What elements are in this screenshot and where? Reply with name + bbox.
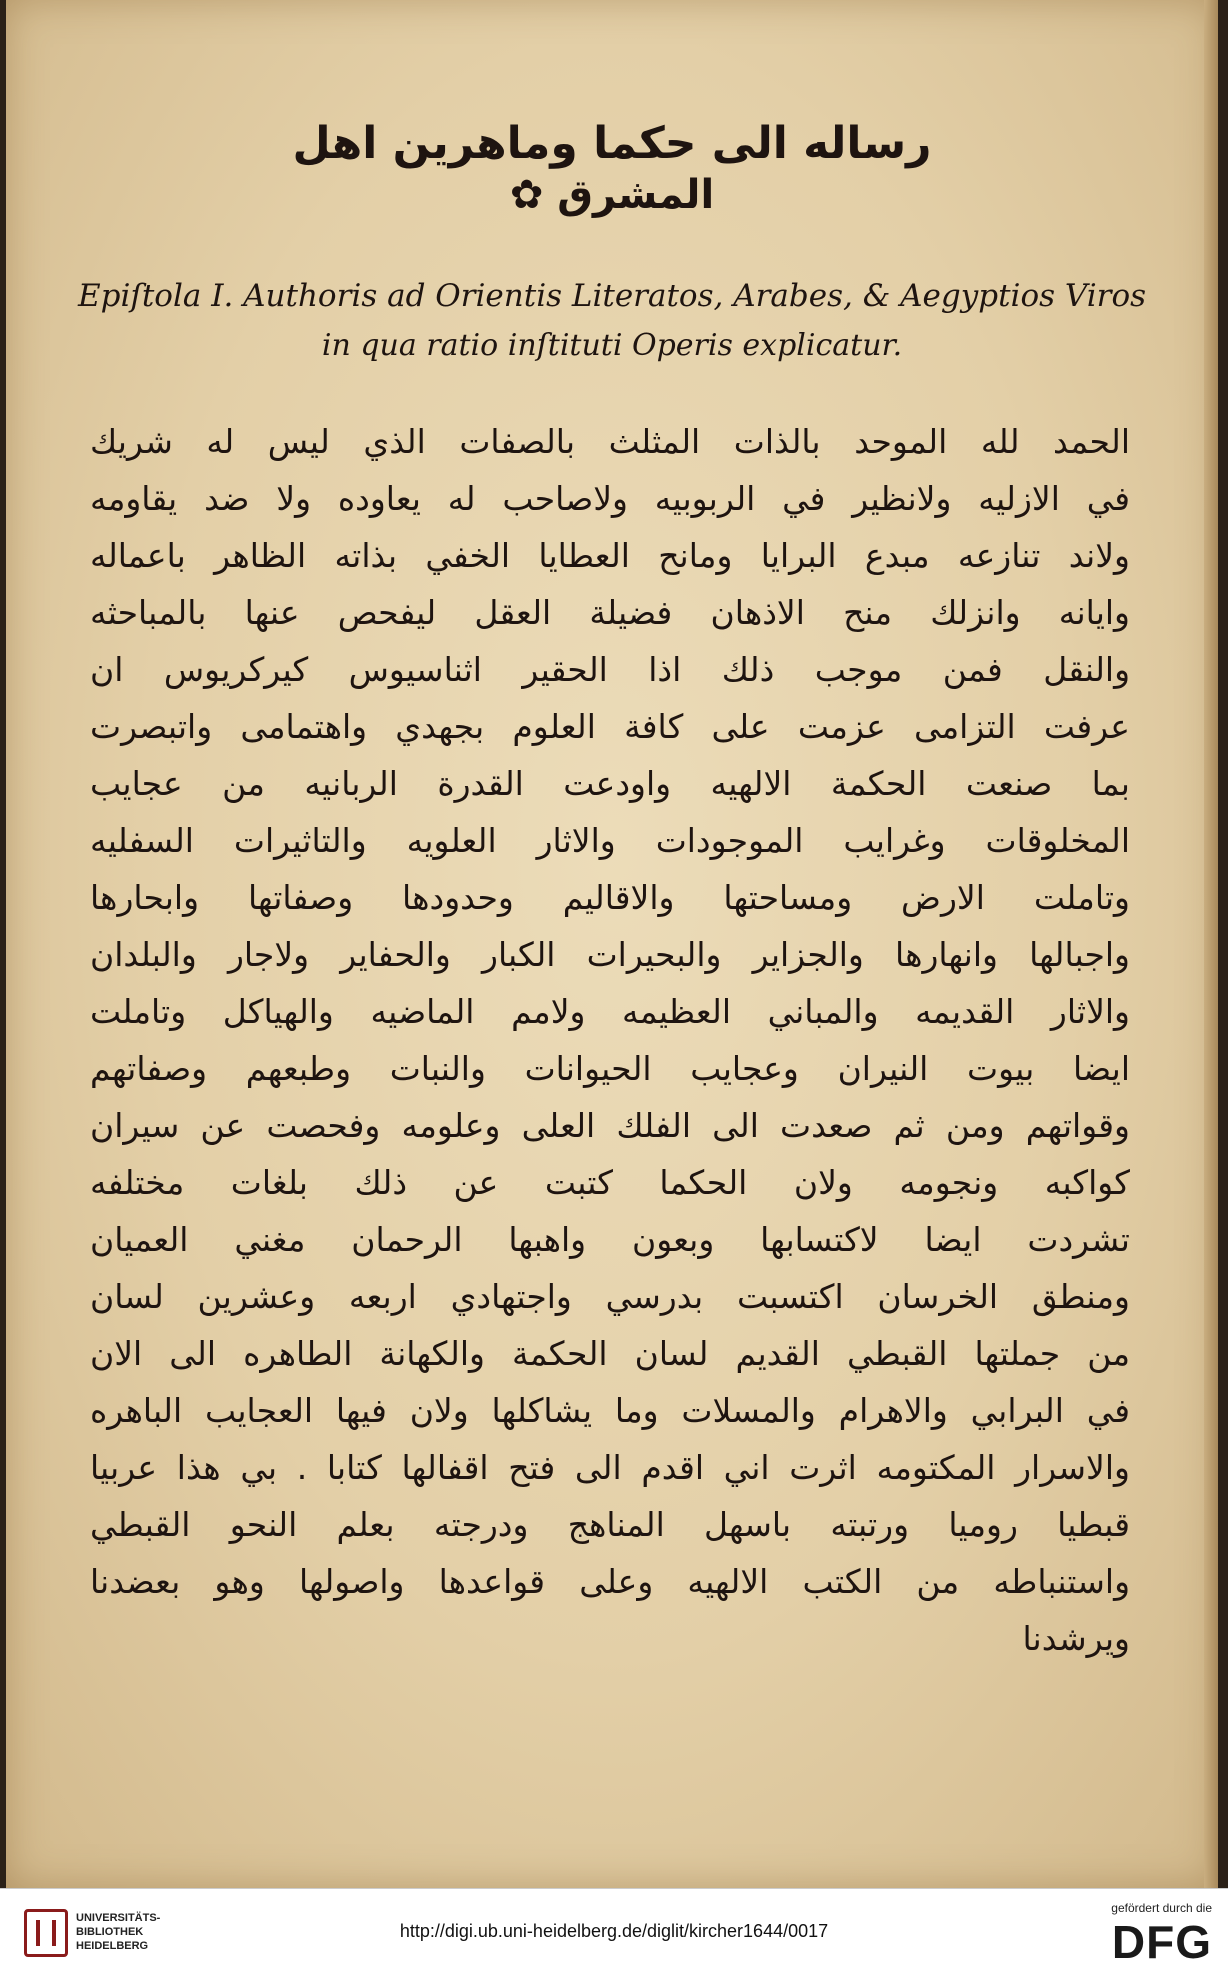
body-line: في البرابي والاهرام والمسلات وما يشاكلها ولان فيها العجايب الباهره: [90, 1391, 1130, 1430]
body-line: الحمد لله الموحد بالذات المثلث بالصفات الذي ليس له شريك: [90, 422, 1130, 461]
body-line: المخلوقات وغرايب الموجودات والاثار العلويه والتاثيرات السفليه: [90, 821, 1130, 860]
body-line: وقواتهم ومن ثم صعدت الى الفلك العلى وعلومه وفحصت عن سيران: [90, 1106, 1130, 1145]
body-line: كواكبه ونجومه ولان الحكما كتبت عن ذلك بلغات مختلفه: [90, 1163, 1130, 1202]
body-line: والاثار القديمه والمباني العظيمه ولامم الماضيه والهياكل وتاملت: [90, 992, 1130, 1031]
body-line: بما صنعت الحكمة الالهيه واودعت القدرة الربانيه من عجايب: [90, 764, 1130, 803]
arabic-heading-line2: المشرق ✿: [509, 172, 715, 218]
body-line: واجبالها وانهارها والجزاير والبحيرات الكبار والحفاير ولاجار والبلدان: [90, 935, 1130, 974]
library-name-line: BIBLIOTHEK: [76, 1926, 144, 1938]
body-line: والنقل فمن موجب ذلك اذا الحقير اثناسيوس كيركريوس ان: [90, 650, 1130, 689]
arabic-heading-line1: رساله الى حكما وماهرين اهل: [292, 118, 932, 169]
latin-heading-line1: Epiſtola I. Authoris ad Orientis Literatos, Arabes, & Aegyptios Viros: [77, 278, 1147, 314]
library-name-line: UNIVERSITÄTS-: [76, 1912, 161, 1924]
body-line: ومنطق الخرسان اكتسبت بدرسي واجتهادي اربعه وعشرين لسان: [90, 1277, 1130, 1316]
library-name-line: HEIDELBERG: [76, 1940, 149, 1952]
dfg-logo[interactable]: DFG: [1111, 1916, 1212, 1968]
body-line: واستنباطه من الكتب الالهيه وعلى قواعدها واصولها وهو بعضدنا: [90, 1562, 1130, 1601]
body-line: قبطيا روميا ورتبته باسهل المناهج ودرجته بعلم النحو القبطي: [90, 1505, 1130, 1544]
body-line: من جملتها القبطي القديم لسان الحكمة والكهانة الطاهره الى الان: [90, 1334, 1130, 1373]
body-line: ايضا بيوت النيران وعجايب الحيوانات والنبات وطبعهم وصفاتهم: [90, 1049, 1130, 1088]
body-line: والاسرار المكتومه اثرت اني اقدم الى فتح اقفالها كتابا . بي هذا عربيا: [90, 1448, 1130, 1487]
body-line: عرفت التزامى عزمت على كافة العلوم بجهدي واهتمامى واتبصرت: [90, 707, 1130, 746]
funding-label: gefördert durch die: [1111, 1901, 1212, 1915]
body-line: ويرشدنا: [1022, 1619, 1130, 1658]
body-line: تشردت ايضا لاكتسابها وبعون واهبها الرحمان مغني العميان: [90, 1220, 1130, 1259]
body-line: وايانه وانزلك منح الاذهان فضيلة العقل ليفحص عنها بالمباحثه: [90, 593, 1130, 632]
body-line: وتاملت الارض ومساحتها والاقاليم وحدودها وصفاتها وابحارها: [90, 878, 1130, 917]
viewer-footer: [0, 1888, 1228, 1978]
page-url[interactable]: http://digi.ub.uni-heidelberg.de/diglit/kircher1644/0017: [399, 1921, 829, 1941]
book-page: [6, 0, 1218, 1888]
latin-heading-line2: in qua ratio inſtituti Operis explicatur.: [321, 328, 903, 363]
body-line: في الازليه ولانظير في الربوبيه ولاصاحب له يعاوده ولا ضد يقاومه: [90, 479, 1130, 518]
body-line: ولاند تنازعه مبدع البرايا ومانح العطايا الخفي بذاته الظاهر باعماله: [90, 536, 1130, 575]
